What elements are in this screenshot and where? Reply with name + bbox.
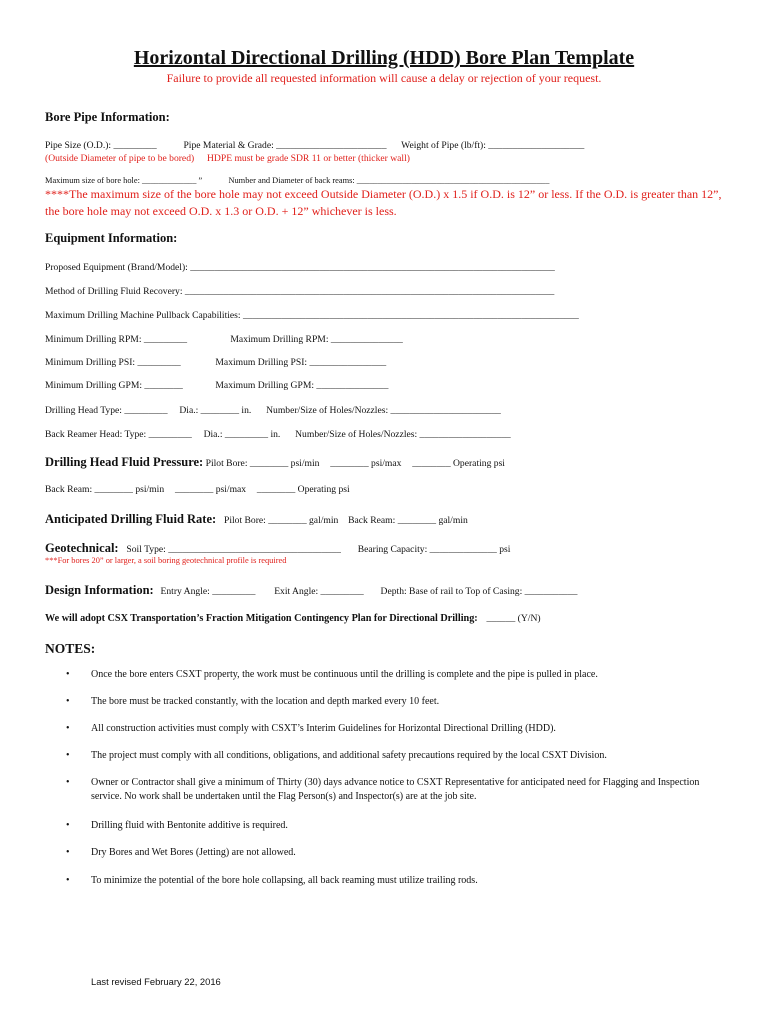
exit-angle-field[interactable]: Exit Angle: _________ (274, 586, 364, 597)
reamer-dia-field[interactable]: Dia.: _________ in. (203, 429, 281, 440)
bullet-icon: • (66, 696, 70, 707)
list-item: • The project must comply with all conditions, obligations, and additional safety precautions required by the local CSXT Division. (66, 750, 607, 761)
pullback-field[interactable]: Maximum Drilling Machine Pullback Capabilities: ______________________________________________________________________ (45, 310, 579, 321)
pilot-bore-operating-field[interactable]: ________ Operating psi (412, 458, 505, 469)
min-psi-field[interactable]: Minimum Drilling PSI: _________ (45, 357, 181, 368)
soil-type-field[interactable]: Soil Type: ____________________________________ (126, 544, 341, 555)
reamer-head-type-field[interactable]: Back Reamer Head: Type: _________ (45, 429, 192, 440)
gpm-row (45, 380, 388, 391)
geotechnical-row (45, 541, 510, 556)
proposed-equipment-field[interactable]: Proposed Equipment (Brand/Model): ____________________________________________________________________________ (45, 262, 555, 273)
depth-field[interactable]: Depth: Base of rail to Top of Casing: ___________ (380, 586, 578, 597)
bearing-capacity-field[interactable]: Bearing Capacity: ______________ psi (357, 544, 511, 555)
drill-head-dia-field[interactable]: Dia.: ________ in. (179, 405, 252, 416)
back-ream-max-field[interactable]: ________ psi/max (174, 484, 247, 495)
pilot-bore-max-field[interactable]: ________ psi/max (330, 458, 402, 469)
list-item: • To minimize the potential of the bore hole collapsing, all back reaming must utilize trailing rods. (66, 875, 478, 886)
max-gpm-field[interactable]: Maximum Drilling GPM: _______________ (215, 380, 389, 391)
pilot-bore-psi-field[interactable]: Pilot Bore: ________ psi/min (205, 458, 320, 469)
page-title: Horizontal Directional Drilling (HDD) Bore Plan Template (133, 47, 635, 69)
min-gpm-field[interactable]: Minimum Drilling GPM: ________ (45, 380, 183, 391)
reamer-holes-field[interactable]: Number/Size of Holes/Nozzles: ___________________ (295, 429, 511, 440)
bullet-icon: • (66, 777, 70, 788)
max-bore-hole-field[interactable]: Maximum size of bore hole: _____________ ” (45, 176, 203, 185)
hdpe-note: HDPE must be grade SDR 11 or better (thicker wall) (207, 153, 410, 164)
bullet-icon: • (66, 669, 70, 680)
design-heading: Design Information: (45, 583, 154, 597)
fluid-pressure-heading: Drilling Head Fluid Pressure: (45, 455, 204, 469)
list-item: • Owner or Contractor shall give a minimum of Thirty (30) days advance notice to CSXT Representative for anticipated need for Flagging and Inspection service. No work shall be undertaken until the Flag Person(s) and Inspector(s) are at the job site. (66, 777, 700, 802)
fluid-pressure-row (45, 455, 505, 470)
bore-pipe-heading: Bore Pipe Information: (45, 110, 170, 124)
entry-angle-field[interactable]: Entry Angle: _________ (160, 586, 256, 597)
back-reams-field[interactable]: Number and Diameter of back reams: ______________________________________________ (228, 176, 550, 185)
drill-head-type-field[interactable]: Drilling Head Type: _________ (45, 405, 168, 416)
csx-plan-statement: We will adopt CSX Transportation’s Fraction Mitigation Contingency Plan for Directional Drilling: (45, 613, 478, 624)
back-ream-operating-field[interactable]: ________ Operating psi (256, 484, 350, 495)
list-item: • The bore must be tracked constantly, with the location and depth marked every 10 feet. (66, 696, 440, 707)
rpm-row (45, 334, 403, 345)
bore-pipe-notes-row (45, 153, 410, 164)
fluid-rate-pilot-field[interactable]: Pilot Bore: ________ gal/min (224, 515, 339, 526)
fluid-rate-heading: Anticipated Drilling Fluid Rate: (45, 512, 217, 526)
list-item: • Once the bore enters CSXT property, the work must be continuous until the drilling is complete and the pipe is pulled in place. (66, 669, 598, 680)
fluid-rate-row (45, 512, 468, 527)
pipe-weight-field[interactable]: Weight of Pipe (lb/ft): ____________________ (401, 140, 585, 151)
equipment-heading: Equipment Information: (45, 231, 178, 245)
od-note: (Outside Diameter of pipe to be bored) (45, 153, 195, 164)
pipe-size-field[interactable]: Pipe Size (O.D.): _________ (45, 140, 157, 151)
bullet-icon: • (66, 847, 70, 858)
geotechnical-heading: Geotechnical: (45, 541, 119, 555)
list-item: • Drilling fluid with Bentonite additive is required. (66, 820, 288, 831)
fluid-recovery-field[interactable]: Method of Drilling Fluid Recovery: _____________________________________________________________________________ (45, 286, 555, 297)
list-item: • All construction activities must comply with CSXT’s Interim Guidelines for Horizontal Directional Drilling (HDD). (66, 723, 556, 734)
csx-plan-answer-field[interactable]: ______ (Y/N) (486, 613, 541, 624)
geotechnical-note: ***For bores 20” or larger, a soil boring geotechnical profile is required (45, 556, 287, 565)
drill-head-holes-field[interactable]: Number/Size of Holes/Nozzles: _______________________ (266, 405, 501, 416)
csx-plan-row (45, 613, 541, 624)
psi-row (45, 357, 386, 368)
bore-hole-row (45, 176, 549, 185)
min-rpm-field[interactable]: Minimum Drilling RPM: _________ (45, 334, 188, 345)
last-revised-footer: Last revised February 22, 2016 (91, 976, 221, 987)
back-ream-psi-field[interactable]: Back Ream: ________ psi/min (45, 484, 165, 495)
bore-pipe-row (45, 140, 584, 151)
back-ream-pressure-row (45, 484, 350, 495)
list-item: • Dry Bores and Wet Bores (Jetting) are not allowed. (66, 847, 296, 858)
max-rpm-field[interactable]: Maximum Drilling RPM: _______________ (230, 334, 403, 345)
notes-list (66, 668, 716, 901)
max-psi-field[interactable]: Maximum Drilling PSI: ________________ (215, 357, 387, 368)
bullet-icon: • (66, 723, 70, 734)
notes-heading: NOTES: (45, 641, 96, 656)
pipe-material-field[interactable]: Pipe Material & Grade: _______________________ (183, 140, 387, 151)
reamer-head-row (45, 429, 511, 440)
bullet-icon: • (66, 750, 70, 761)
fluid-rate-back-ream-field[interactable]: Back Ream: ________ gal/min (348, 515, 468, 526)
bore-hole-warning: ****The maximum size of the bore hole may not exceed Outside Diameter (O.D.) x 1.5 if O.D. is 12” or less. If the O.D. is greater than 12”, the bore hole may not exceed O.D. x 1.3 or O.D. + 12” whichever is less. (45, 187, 722, 218)
page-subtitle: Failure to provide all requested information will cause a delay or rejection of your request. (166, 71, 602, 85)
bullet-icon: • (66, 820, 70, 831)
bullet-icon: • (66, 875, 70, 886)
drill-head-row (45, 405, 501, 416)
design-row (45, 583, 577, 598)
